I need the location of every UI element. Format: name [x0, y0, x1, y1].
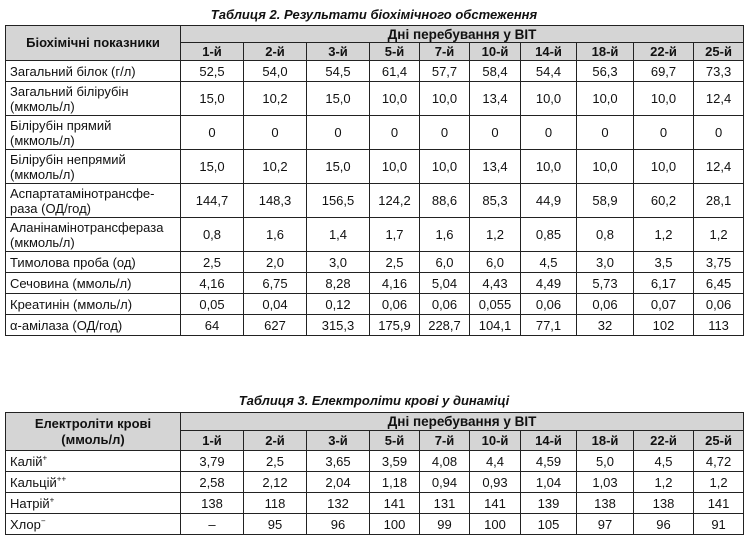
- value-cell: 0: [577, 116, 634, 150]
- value-cell: 57,7: [420, 61, 470, 82]
- value-cell: 0,06: [420, 294, 470, 315]
- value-cell: 4,5: [521, 252, 577, 273]
- value-cell: 44,9: [521, 184, 577, 218]
- indicator-label: [6, 82, 181, 116]
- value-cell: 5,0: [577, 451, 634, 472]
- days-header: Дні перебування у ВІТ: [181, 413, 744, 431]
- value-cell: 69,7: [634, 61, 694, 82]
- label-line: Тимолова проба (од): [10, 254, 136, 270]
- value-cell: 4,16: [370, 273, 420, 294]
- electrolyte-name: Кальцій: [10, 474, 57, 490]
- table-row: [6, 273, 744, 294]
- value-cell: 4,08: [420, 451, 470, 472]
- value-cell: 3,59: [370, 451, 420, 472]
- label-line: Креатинін (ммоль/л): [10, 296, 133, 312]
- value-cell: 3,5: [634, 252, 694, 273]
- value-cell: 77,1: [521, 315, 577, 336]
- label-line: раза (ОД/год): [10, 200, 92, 216]
- value-cell: 1,2: [694, 472, 744, 493]
- day-column-header: 2-й: [244, 431, 307, 451]
- day-column-header: 10-й: [470, 43, 521, 61]
- value-cell: 0: [694, 116, 744, 150]
- indicator-label: [6, 315, 181, 336]
- value-cell: 3,65: [307, 451, 370, 472]
- value-cell: 0,93: [470, 472, 521, 493]
- value-cell: 8,28: [307, 273, 370, 294]
- ion-charge: +: [49, 495, 55, 505]
- value-cell: 1,2: [634, 218, 694, 252]
- value-cell: 131: [420, 493, 470, 514]
- electrolytes-table: [5, 412, 744, 535]
- label-line: Білірубін прямий: [10, 117, 112, 133]
- value-cell: 315,3: [307, 315, 370, 336]
- value-cell: 10,0: [634, 82, 694, 116]
- value-cell: 96: [634, 514, 694, 535]
- value-cell: 54,0: [244, 61, 307, 82]
- day-column-header: 14-й: [521, 43, 577, 61]
- value-cell: 10,0: [420, 150, 470, 184]
- value-cell: 627: [244, 315, 307, 336]
- value-cell: 56,3: [577, 61, 634, 82]
- value-cell: 10,0: [370, 82, 420, 116]
- value-cell: 1,6: [244, 218, 307, 252]
- day-column-header: 25-й: [694, 43, 744, 61]
- day-column-header: 22-й: [634, 43, 694, 61]
- day-column-header: 5-й: [370, 43, 420, 61]
- value-cell: 10,0: [577, 150, 634, 184]
- day-column-header: 3-й: [307, 431, 370, 451]
- value-cell: 73,3: [694, 61, 744, 82]
- value-cell: 2,5: [370, 252, 420, 273]
- value-cell: 6,45: [694, 273, 744, 294]
- table-row: [6, 451, 744, 472]
- label-line: Сечовина (ммоль/л): [10, 275, 132, 291]
- ion-charge: −: [40, 516, 46, 526]
- value-cell: 1,03: [577, 472, 634, 493]
- day-column-header: 22-й: [634, 431, 694, 451]
- value-cell: 13,4: [470, 150, 521, 184]
- value-cell: 1,2: [694, 218, 744, 252]
- indicators-header: Біохімічні показники: [6, 26, 181, 61]
- value-cell: 4,16: [181, 273, 244, 294]
- value-cell: 0,85: [521, 218, 577, 252]
- value-cell: 6,17: [634, 273, 694, 294]
- value-cell: 138: [577, 493, 634, 514]
- table-row: [6, 514, 744, 535]
- indicator-label: [6, 184, 181, 218]
- value-cell: 96: [307, 514, 370, 535]
- table-row: [6, 294, 744, 315]
- value-cell: 0: [307, 116, 370, 150]
- value-cell: 52,5: [181, 61, 244, 82]
- label-line: Аспартатамінотрансфе-: [10, 185, 155, 201]
- value-cell: 4,5: [634, 451, 694, 472]
- label-line: (мкмоль/л): [10, 234, 75, 250]
- value-cell: 5,04: [420, 273, 470, 294]
- ion-charge: +: [42, 453, 48, 463]
- value-cell: 2,0: [244, 252, 307, 273]
- value-cell: 0,12: [307, 294, 370, 315]
- value-cell: 2,58: [181, 472, 244, 493]
- value-cell: 28,1: [694, 184, 744, 218]
- value-cell: 10,0: [521, 150, 577, 184]
- value-cell: 0,06: [577, 294, 634, 315]
- table-row: [6, 252, 744, 273]
- value-cell: 113: [694, 315, 744, 336]
- value-cell: 15,0: [307, 150, 370, 184]
- value-cell: 0: [470, 116, 521, 150]
- value-cell: 2,04: [307, 472, 370, 493]
- value-cell: 2,5: [181, 252, 244, 273]
- value-cell: 4,4: [470, 451, 521, 472]
- value-cell: 10,0: [521, 82, 577, 116]
- value-cell: 100: [370, 514, 420, 535]
- value-cell: 0: [634, 116, 694, 150]
- value-cell: 0,94: [420, 472, 470, 493]
- electrolyte-label: [6, 472, 181, 493]
- value-cell: 141: [470, 493, 521, 514]
- day-column-header: 7-й: [420, 43, 470, 61]
- table-row: [6, 82, 744, 116]
- value-cell: 95: [244, 514, 307, 535]
- value-cell: 10,0: [634, 150, 694, 184]
- value-cell: 138: [181, 493, 244, 514]
- table2-caption: Таблиця 2. Результати біохімічного обстеження: [210, 7, 538, 22]
- indicator-label: [6, 218, 181, 252]
- value-cell: 0: [244, 116, 307, 150]
- value-cell: 148,3: [244, 184, 307, 218]
- value-cell: 139: [521, 493, 577, 514]
- value-cell: 104,1: [470, 315, 521, 336]
- indicator-label: [6, 252, 181, 273]
- value-cell: 138: [634, 493, 694, 514]
- value-cell: 2,12: [244, 472, 307, 493]
- value-cell: 1,2: [634, 472, 694, 493]
- value-cell: –: [181, 514, 244, 535]
- value-cell: 15,0: [181, 150, 244, 184]
- indicator-label: [6, 61, 181, 82]
- electrolyte-name: Калій: [10, 453, 43, 469]
- table3-caption: Таблиця 3. Електроліти крові у динаміці: [238, 393, 510, 408]
- day-column-header: 25-й: [694, 431, 744, 451]
- value-cell: 105: [521, 514, 577, 535]
- table-row: [6, 184, 744, 218]
- value-cell: 141: [370, 493, 420, 514]
- day-column-header: 1-й: [181, 431, 244, 451]
- indicator-label: [6, 116, 181, 150]
- value-cell: 10,0: [420, 82, 470, 116]
- day-column-header: 2-й: [244, 43, 307, 61]
- value-cell: 54,4: [521, 61, 577, 82]
- electrolyte-label: [6, 514, 181, 535]
- value-cell: 91: [694, 514, 744, 535]
- value-cell: 0,04: [244, 294, 307, 315]
- value-cell: 97: [577, 514, 634, 535]
- value-cell: 118: [244, 493, 307, 514]
- value-cell: 156,5: [307, 184, 370, 218]
- value-cell: 99: [420, 514, 470, 535]
- value-cell: 3,75: [694, 252, 744, 273]
- label-line: Загальний білок (г/л): [10, 63, 136, 79]
- day-column-header: 1-й: [181, 43, 244, 61]
- value-cell: 10,2: [244, 82, 307, 116]
- value-cell: 58,9: [577, 184, 634, 218]
- value-cell: 0,05: [181, 294, 244, 315]
- table-row: [6, 472, 744, 493]
- value-cell: 1,4: [307, 218, 370, 252]
- value-cell: 54,5: [307, 61, 370, 82]
- electrolyte-label: [6, 451, 181, 472]
- value-cell: 0,07: [634, 294, 694, 315]
- value-cell: 102: [634, 315, 694, 336]
- value-cell: 1,04: [521, 472, 577, 493]
- ion-charge: ++: [56, 474, 67, 484]
- value-cell: 0,8: [577, 218, 634, 252]
- label-line: Загальний білірубін: [10, 83, 129, 99]
- label-line: (мкмоль/л): [10, 98, 75, 114]
- value-cell: 144,7: [181, 184, 244, 218]
- indicator-label: [6, 294, 181, 315]
- value-cell: 0,06: [370, 294, 420, 315]
- label-line: (мкмоль/л): [10, 166, 75, 182]
- value-cell: 132: [307, 493, 370, 514]
- value-cell: 6,75: [244, 273, 307, 294]
- value-cell: 228,7: [420, 315, 470, 336]
- indicator-label: [6, 273, 181, 294]
- value-cell: 3,79: [181, 451, 244, 472]
- value-cell: 1,6: [420, 218, 470, 252]
- value-cell: 4,72: [694, 451, 744, 472]
- value-cell: 2,5: [244, 451, 307, 472]
- electrolyte-label: [6, 493, 181, 514]
- table-row: [6, 493, 744, 514]
- day-column-header: 3-й: [307, 43, 370, 61]
- value-cell: 3,0: [577, 252, 634, 273]
- value-cell: 100: [470, 514, 521, 535]
- value-cell: 1,7: [370, 218, 420, 252]
- value-cell: 6,0: [470, 252, 521, 273]
- label-line: (мкмоль/л): [10, 132, 75, 148]
- value-cell: 6,0: [420, 252, 470, 273]
- value-cell: 1,18: [370, 472, 420, 493]
- value-cell: 141: [694, 493, 744, 514]
- label-line: α-амілаза (ОД/год): [10, 317, 123, 333]
- table-row: [6, 150, 744, 184]
- value-cell: 124,2: [370, 184, 420, 218]
- indicator-label: [6, 150, 181, 184]
- day-column-header: 18-й: [577, 431, 634, 451]
- table-row: [6, 61, 744, 82]
- value-cell: 60,2: [634, 184, 694, 218]
- value-cell: 85,3: [470, 184, 521, 218]
- value-cell: 13,4: [470, 82, 521, 116]
- value-cell: 0: [370, 116, 420, 150]
- value-cell: 0,055: [470, 294, 521, 315]
- value-cell: 12,4: [694, 82, 744, 116]
- value-cell: 0: [181, 116, 244, 150]
- days-header: Дні перебування у ВІТ: [181, 26, 744, 43]
- value-cell: 0,06: [694, 294, 744, 315]
- electrolytes-header: Електроліти крові (ммоль/л): [6, 413, 181, 451]
- day-column-header: 5-й: [370, 431, 420, 451]
- value-cell: 4,49: [521, 273, 577, 294]
- table-row: [6, 315, 744, 336]
- electrolyte-name: Хлор: [10, 516, 41, 532]
- value-cell: 0: [521, 116, 577, 150]
- value-cell: 4,43: [470, 273, 521, 294]
- electrolyte-name: Натрій: [10, 495, 50, 511]
- value-cell: 10,0: [577, 82, 634, 116]
- value-cell: 1,2: [470, 218, 521, 252]
- value-cell: 5,73: [577, 273, 634, 294]
- day-column-header: 7-й: [420, 431, 470, 451]
- value-cell: 32: [577, 315, 634, 336]
- day-column-header: 14-й: [521, 431, 577, 451]
- table-row: [6, 116, 744, 150]
- value-cell: 10,2: [244, 150, 307, 184]
- label-line: Аланінамінотрансфераза: [10, 219, 164, 235]
- value-cell: 64: [181, 315, 244, 336]
- day-column-header: 18-й: [577, 43, 634, 61]
- biochemistry-table: [5, 25, 744, 336]
- label-line: Білірубін непрямий: [10, 151, 126, 167]
- value-cell: 3,0: [307, 252, 370, 273]
- value-cell: 4,59: [521, 451, 577, 472]
- value-cell: 15,0: [307, 82, 370, 116]
- value-cell: 12,4: [694, 150, 744, 184]
- value-cell: 10,0: [370, 150, 420, 184]
- value-cell: 88,6: [420, 184, 470, 218]
- value-cell: 0,8: [181, 218, 244, 252]
- value-cell: 15,0: [181, 82, 244, 116]
- table-row: [6, 218, 744, 252]
- value-cell: 0,06: [521, 294, 577, 315]
- value-cell: 61,4: [370, 61, 420, 82]
- value-cell: 58,4: [470, 61, 521, 82]
- value-cell: 175,9: [370, 315, 420, 336]
- day-column-header: 10-й: [470, 431, 521, 451]
- value-cell: 0: [420, 116, 470, 150]
